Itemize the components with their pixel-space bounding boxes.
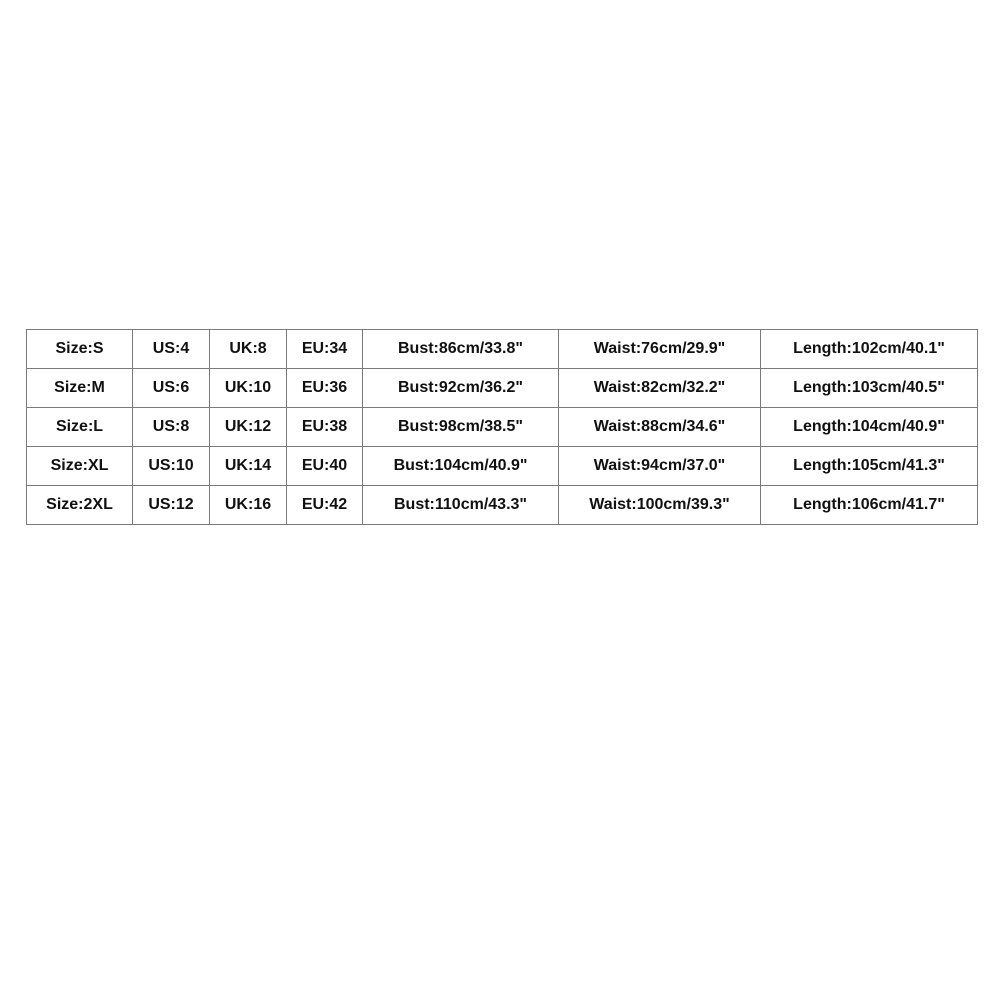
- bust-cell: Bust:104cm/40.9": [363, 447, 559, 486]
- size-cell: Size:S: [27, 330, 133, 369]
- size-cell: Size:2XL: [27, 486, 133, 525]
- size-cell: Size:M: [27, 369, 133, 408]
- us-size-cell: US:8: [133, 408, 210, 447]
- bust-cell: Bust:92cm/36.2": [363, 369, 559, 408]
- uk-size-cell: UK:8: [210, 330, 287, 369]
- us-size-cell: US:4: [133, 330, 210, 369]
- waist-cell: Waist:88cm/34.6": [559, 408, 761, 447]
- eu-size-cell: EU:42: [287, 486, 363, 525]
- waist-cell: Waist:82cm/32.2": [559, 369, 761, 408]
- waist-cell: Waist:94cm/37.0": [559, 447, 761, 486]
- waist-cell: Waist:76cm/29.9": [559, 330, 761, 369]
- length-cell: Length:106cm/41.7": [761, 486, 978, 525]
- bust-cell: Bust:86cm/33.8": [363, 330, 559, 369]
- us-size-cell: US:6: [133, 369, 210, 408]
- eu-size-cell: EU:40: [287, 447, 363, 486]
- table-row: [27, 369, 978, 408]
- length-cell: Length:105cm/41.3": [761, 447, 978, 486]
- uk-size-cell: UK:12: [210, 408, 287, 447]
- eu-size-cell: EU:38: [287, 408, 363, 447]
- size-cell: Size:XL: [27, 447, 133, 486]
- table-row: [27, 447, 978, 486]
- table-row: [27, 330, 978, 369]
- eu-size-cell: EU:36: [287, 369, 363, 408]
- length-cell: Length:104cm/40.9": [761, 408, 978, 447]
- size-cell: Size:L: [27, 408, 133, 447]
- us-size-cell: US:10: [133, 447, 210, 486]
- bust-cell: Bust:98cm/38.5": [363, 408, 559, 447]
- bust-cell: Bust:110cm/43.3": [363, 486, 559, 525]
- eu-size-cell: EU:34: [287, 330, 363, 369]
- uk-size-cell: UK:10: [210, 369, 287, 408]
- table-row: [27, 486, 978, 525]
- length-cell: Length:102cm/40.1": [761, 330, 978, 369]
- uk-size-cell: UK:14: [210, 447, 287, 486]
- size-chart-table: [26, 329, 978, 525]
- table-row: [27, 408, 978, 447]
- uk-size-cell: UK:16: [210, 486, 287, 525]
- length-cell: Length:103cm/40.5": [761, 369, 978, 408]
- us-size-cell: US:12: [133, 486, 210, 525]
- waist-cell: Waist:100cm/39.3": [559, 486, 761, 525]
